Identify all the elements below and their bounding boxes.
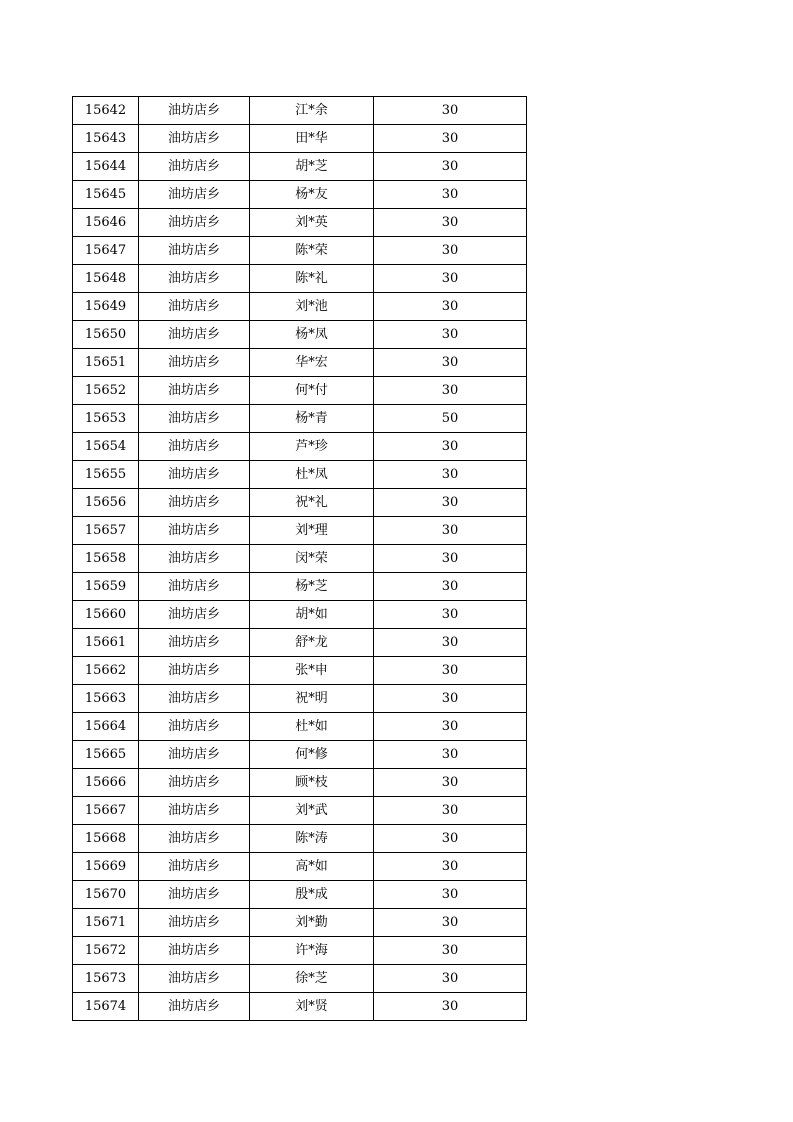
cell-name: 华*宏 — [250, 349, 374, 377]
cell-amount: 30 — [374, 489, 527, 517]
cell-amount: 30 — [374, 993, 527, 1021]
cell-town: 油坊店乡 — [139, 573, 250, 601]
cell-name: 何*付 — [250, 377, 374, 405]
cell-name: 祝*礼 — [250, 489, 374, 517]
cell-name: 杨*青 — [250, 405, 374, 433]
table-row — [73, 97, 527, 125]
table-row — [73, 657, 527, 685]
cell-name: 刘*勤 — [250, 909, 374, 937]
cell-id: 15672 — [73, 937, 139, 965]
table-row — [73, 181, 527, 209]
cell-amount: 30 — [374, 713, 527, 741]
cell-town: 油坊店乡 — [139, 797, 250, 825]
cell-amount: 30 — [374, 629, 527, 657]
cell-amount: 30 — [374, 853, 527, 881]
data-table — [72, 96, 527, 1021]
cell-name: 高*如 — [250, 853, 374, 881]
cell-id: 15657 — [73, 517, 139, 545]
cell-amount: 30 — [374, 209, 527, 237]
cell-amount: 30 — [374, 125, 527, 153]
cell-amount: 30 — [374, 433, 527, 461]
cell-amount: 30 — [374, 573, 527, 601]
cell-town: 油坊店乡 — [139, 769, 250, 797]
cell-town: 油坊店乡 — [139, 601, 250, 629]
cell-name: 杜*如 — [250, 713, 374, 741]
table-row — [73, 237, 527, 265]
cell-amount: 30 — [374, 97, 527, 125]
table-row — [73, 461, 527, 489]
cell-name: 殷*成 — [250, 881, 374, 909]
cell-id: 15663 — [73, 685, 139, 713]
cell-name: 江*余 — [250, 97, 374, 125]
table-row — [73, 321, 527, 349]
cell-name: 徐*芝 — [250, 965, 374, 993]
cell-amount: 30 — [374, 181, 527, 209]
cell-town: 油坊店乡 — [139, 237, 250, 265]
table-row — [73, 909, 527, 937]
cell-id: 15649 — [73, 293, 139, 321]
cell-name: 杨*芝 — [250, 573, 374, 601]
cell-town: 油坊店乡 — [139, 153, 250, 181]
cell-name: 陈*涛 — [250, 825, 374, 853]
cell-id: 15668 — [73, 825, 139, 853]
cell-town: 油坊店乡 — [139, 433, 250, 461]
cell-name: 杨*凤 — [250, 321, 374, 349]
cell-amount: 30 — [374, 461, 527, 489]
table-row — [73, 209, 527, 237]
cell-name: 顾*枝 — [250, 769, 374, 797]
table-row — [73, 685, 527, 713]
table-row — [73, 965, 527, 993]
table-row — [73, 993, 527, 1021]
cell-town: 油坊店乡 — [139, 349, 250, 377]
cell-amount: 30 — [374, 601, 527, 629]
table-row — [73, 741, 527, 769]
cell-town: 油坊店乡 — [139, 265, 250, 293]
table-row — [73, 377, 527, 405]
cell-name: 刘*武 — [250, 797, 374, 825]
cell-amount: 30 — [374, 965, 527, 993]
cell-name: 刘*理 — [250, 517, 374, 545]
cell-amount: 30 — [374, 153, 527, 181]
table-row — [73, 629, 527, 657]
cell-id: 15644 — [73, 153, 139, 181]
cell-id: 15674 — [73, 993, 139, 1021]
cell-id: 15664 — [73, 713, 139, 741]
cell-id: 15670 — [73, 881, 139, 909]
table-row — [73, 769, 527, 797]
cell-amount: 30 — [374, 237, 527, 265]
cell-name: 舒*龙 — [250, 629, 374, 657]
cell-town: 油坊店乡 — [139, 209, 250, 237]
cell-name: 刘*池 — [250, 293, 374, 321]
table-row — [73, 489, 527, 517]
cell-id: 15647 — [73, 237, 139, 265]
cell-name: 刘*贤 — [250, 993, 374, 1021]
cell-name: 许*海 — [250, 937, 374, 965]
cell-name: 陈*礼 — [250, 265, 374, 293]
cell-town: 油坊店乡 — [139, 377, 250, 405]
cell-town: 油坊店乡 — [139, 909, 250, 937]
cell-id: 15658 — [73, 545, 139, 573]
table-row — [73, 601, 527, 629]
cell-id: 15643 — [73, 125, 139, 153]
cell-town: 油坊店乡 — [139, 517, 250, 545]
cell-town: 油坊店乡 — [139, 853, 250, 881]
cell-name: 芦*珍 — [250, 433, 374, 461]
table-row — [73, 545, 527, 573]
cell-amount: 30 — [374, 881, 527, 909]
cell-id: 15648 — [73, 265, 139, 293]
table-row — [73, 293, 527, 321]
cell-name: 何*修 — [250, 741, 374, 769]
cell-id: 15650 — [73, 321, 139, 349]
cell-name: 杨*友 — [250, 181, 374, 209]
cell-amount: 30 — [374, 517, 527, 545]
cell-amount: 30 — [374, 293, 527, 321]
cell-town: 油坊店乡 — [139, 685, 250, 713]
cell-name: 陈*荣 — [250, 237, 374, 265]
table-row — [73, 433, 527, 461]
cell-amount: 30 — [374, 349, 527, 377]
cell-id: 15642 — [73, 97, 139, 125]
table-row — [73, 881, 527, 909]
cell-town: 油坊店乡 — [139, 741, 250, 769]
cell-town: 油坊店乡 — [139, 489, 250, 517]
cell-amount: 30 — [374, 377, 527, 405]
cell-amount: 30 — [374, 797, 527, 825]
cell-town: 油坊店乡 — [139, 405, 250, 433]
table-row — [73, 125, 527, 153]
cell-id: 15660 — [73, 601, 139, 629]
table-row — [73, 713, 527, 741]
table-row — [73, 853, 527, 881]
cell-amount: 30 — [374, 909, 527, 937]
table-row — [73, 937, 527, 965]
cell-town: 油坊店乡 — [139, 181, 250, 209]
cell-town: 油坊店乡 — [139, 293, 250, 321]
cell-id: 15645 — [73, 181, 139, 209]
table-row — [73, 349, 527, 377]
cell-amount: 30 — [374, 825, 527, 853]
cell-id: 15652 — [73, 377, 139, 405]
cell-town: 油坊店乡 — [139, 825, 250, 853]
cell-town: 油坊店乡 — [139, 321, 250, 349]
table-row — [73, 153, 527, 181]
cell-id: 15646 — [73, 209, 139, 237]
cell-amount: 30 — [374, 657, 527, 685]
cell-amount: 30 — [374, 321, 527, 349]
table-row — [73, 405, 527, 433]
cell-id: 15667 — [73, 797, 139, 825]
cell-id: 15669 — [73, 853, 139, 881]
cell-id: 15662 — [73, 657, 139, 685]
cell-town: 油坊店乡 — [139, 993, 250, 1021]
cell-name: 刘*英 — [250, 209, 374, 237]
cell-name: 杜*凤 — [250, 461, 374, 489]
table-row — [73, 265, 527, 293]
cell-id: 15665 — [73, 741, 139, 769]
table-row — [73, 573, 527, 601]
table-body — [73, 97, 527, 1021]
cell-id: 15671 — [73, 909, 139, 937]
cell-name: 胡*芝 — [250, 153, 374, 181]
cell-amount: 30 — [374, 741, 527, 769]
cell-amount: 50 — [374, 405, 527, 433]
cell-town: 油坊店乡 — [139, 713, 250, 741]
cell-id: 15673 — [73, 965, 139, 993]
cell-amount: 30 — [374, 545, 527, 573]
cell-town: 油坊店乡 — [139, 965, 250, 993]
cell-amount: 30 — [374, 265, 527, 293]
cell-town: 油坊店乡 — [139, 657, 250, 685]
cell-name: 闵*荣 — [250, 545, 374, 573]
cell-id: 15655 — [73, 461, 139, 489]
cell-amount: 30 — [374, 937, 527, 965]
table-row — [73, 825, 527, 853]
cell-town: 油坊店乡 — [139, 97, 250, 125]
cell-id: 15653 — [73, 405, 139, 433]
table-row — [73, 517, 527, 545]
cell-name: 胡*如 — [250, 601, 374, 629]
table-row — [73, 797, 527, 825]
cell-id: 15656 — [73, 489, 139, 517]
cell-id: 15654 — [73, 433, 139, 461]
cell-town: 油坊店乡 — [139, 545, 250, 573]
cell-town: 油坊店乡 — [139, 629, 250, 657]
cell-id: 15666 — [73, 769, 139, 797]
cell-id: 15661 — [73, 629, 139, 657]
cell-town: 油坊店乡 — [139, 461, 250, 489]
cell-town: 油坊店乡 — [139, 937, 250, 965]
cell-town: 油坊店乡 — [139, 125, 250, 153]
cell-name: 田*华 — [250, 125, 374, 153]
cell-name: 祝*明 — [250, 685, 374, 713]
cell-amount: 30 — [374, 769, 527, 797]
cell-id: 15659 — [73, 573, 139, 601]
cell-town: 油坊店乡 — [139, 881, 250, 909]
cell-name: 张*申 — [250, 657, 374, 685]
cell-amount: 30 — [374, 685, 527, 713]
cell-id: 15651 — [73, 349, 139, 377]
